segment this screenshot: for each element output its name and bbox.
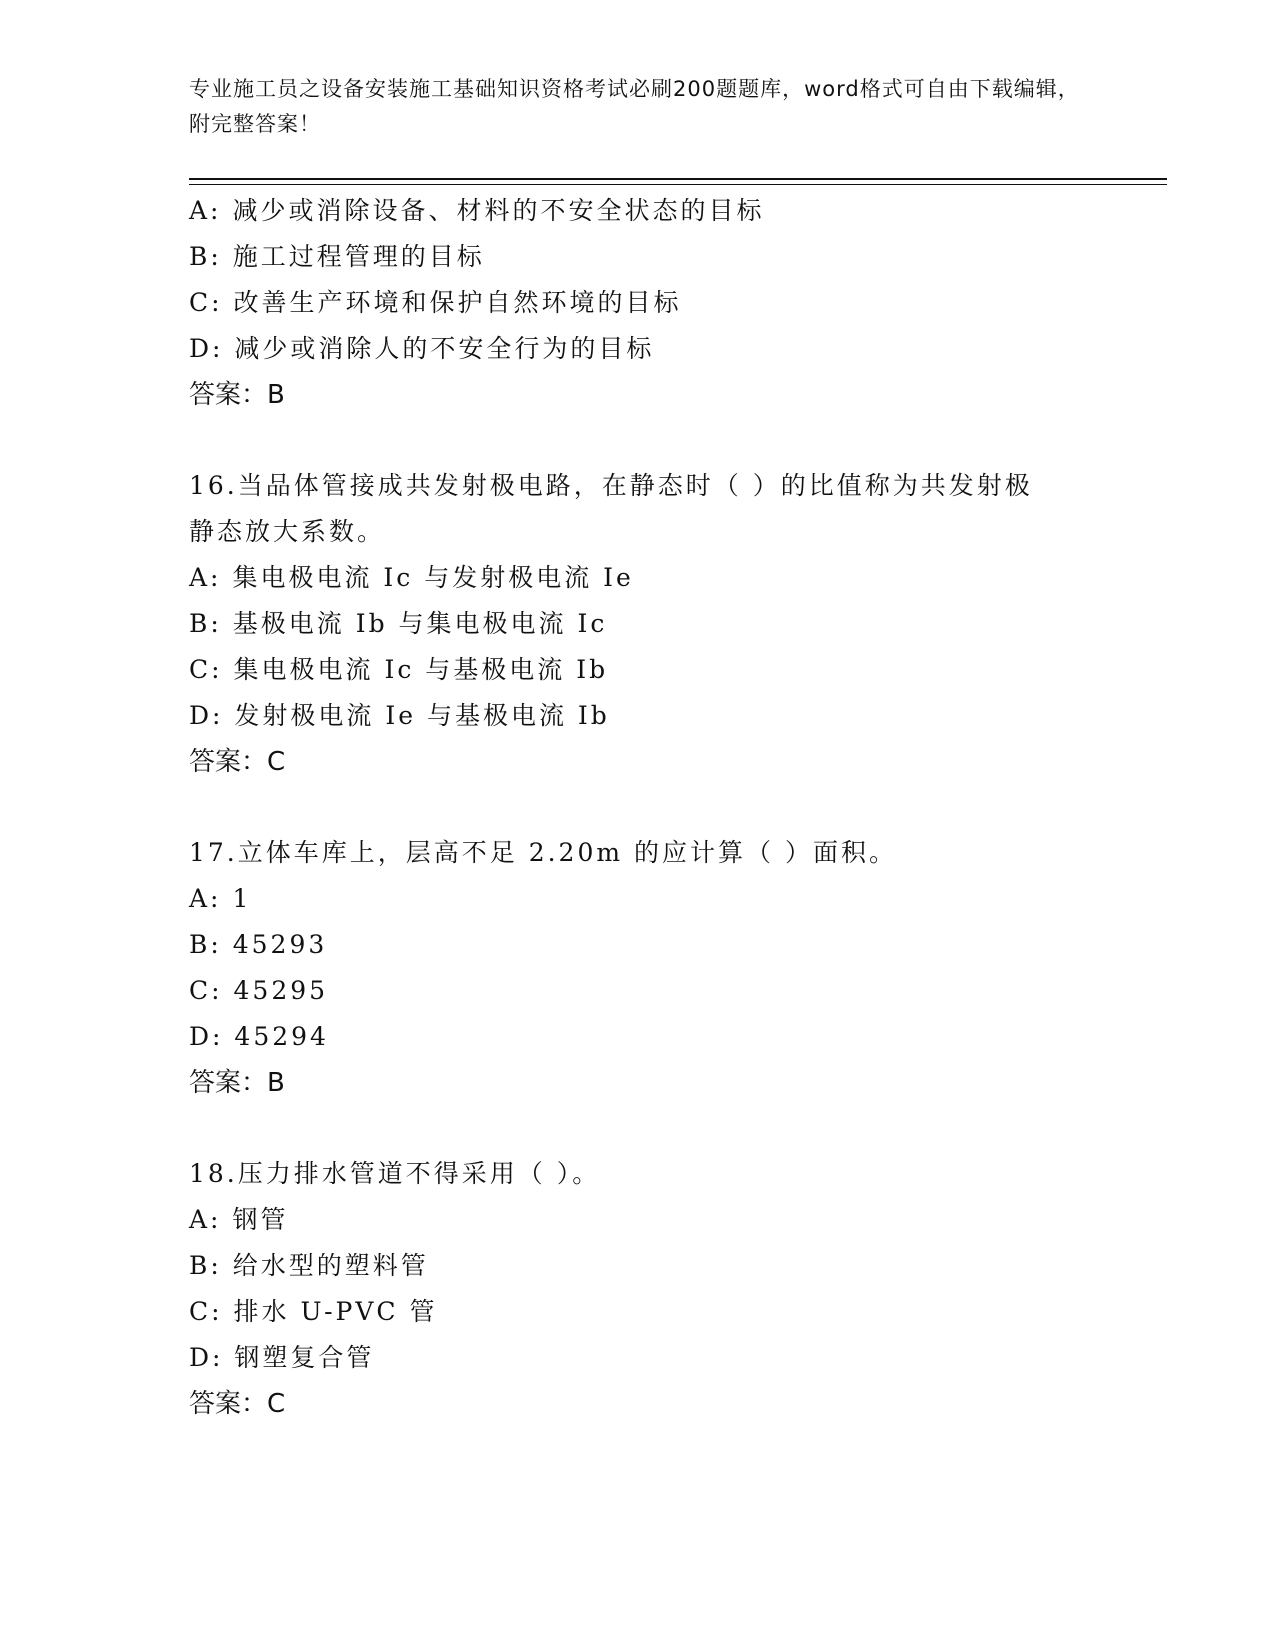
question-stem-continued: 静态放大系数。 — [189, 517, 386, 546]
question-block-18 — [189, 1151, 1089, 1427]
answer-line: 答案：B — [189, 1068, 285, 1098]
option-d: D: 钢塑复合管 — [189, 1343, 375, 1372]
option-a: A: 集电极电流 Ic 与发射极电流 Ie — [189, 563, 634, 592]
option-b: B: 45293 — [189, 930, 328, 959]
option-a: A: 减少或消除设备、材料的不安全状态的目标 — [189, 196, 765, 225]
option-b: B: 给水型的塑料管 — [189, 1251, 429, 1280]
header-rule-thick — [189, 178, 1167, 180]
option-d: D: 发射极电流 Ie 与基极电流 Ib — [189, 701, 610, 730]
question-block-15 — [189, 188, 1089, 418]
option-c: C: 改善生产环境和保护自然环境的目标 — [189, 288, 682, 317]
option-c: C: 集电极电流 Ic 与基极电流 Ib — [189, 655, 609, 684]
question-stem: 16.当品体管接成共发射极电路，在静态时（ ）的比值称为共发射极 — [189, 471, 1033, 500]
option-b: B: 施工过程管理的目标 — [189, 242, 485, 271]
option-d: D: 减少或消除人的不安全行为的目标 — [189, 334, 655, 363]
question-stem: 18.压力排水管道不得采用（ ）。 — [189, 1159, 601, 1188]
question-block-17 — [189, 830, 1089, 1106]
option-c: C: 45295 — [189, 976, 329, 1005]
question-block-16 — [189, 463, 1089, 785]
answer-line: 答案：C — [189, 1389, 286, 1419]
option-a: A: 钢管 — [189, 1205, 289, 1234]
answer-line: 答案：B — [189, 380, 285, 410]
option-c: C: 排水 U-PVC 管 — [189, 1297, 438, 1326]
document-header: 专业施工员之设备安装施工基础知识资格考试必刷200题题库，word格式可自由下载编辑，附完整答案！ — [189, 77, 1080, 136]
question-list — [189, 188, 1089, 1427]
option-b: B: 基极电流 Ib 与集电极电流 Ic — [189, 609, 608, 638]
option-a: A: 1 — [189, 884, 252, 913]
header-rule-thin — [189, 184, 1167, 185]
option-d: D: 45294 — [189, 1022, 329, 1051]
question-stem: 17.立体车库上，层高不足 2.20m 的应计算（ ）面积。 — [189, 838, 897, 867]
answer-line: 答案：C — [189, 747, 286, 777]
